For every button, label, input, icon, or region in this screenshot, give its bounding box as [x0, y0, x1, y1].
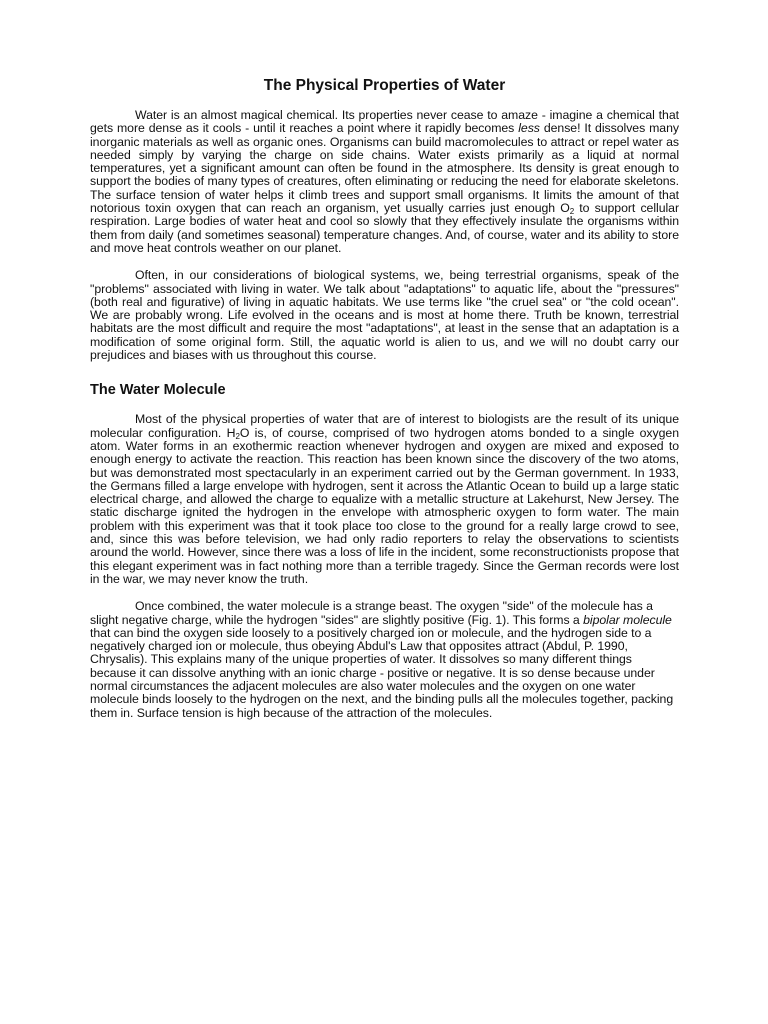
intro-p1-text-c: to support cellular respiration. Large bodies of water heat and cool so slowly that they effectively insulate the organisms within them from daily (and sometimes seasonal) temperature changes. And, of course, water and its ability to store and move heat controls weather on our planet.	[90, 201, 679, 255]
section-heading: The Water Molecule	[90, 382, 226, 399]
section-p1-text-a: Most of the physical properties of water that are of interest to biologists are the result of its unique molecular configuration. H	[90, 412, 679, 440]
intro-p1-text-a: Water is an almost magical chemical. Its properties never cease to amaze - imagine a chemical that gets more dense as it cools - until it reaches a point where it rapidly becomes	[90, 108, 679, 136]
section-p2-text-a: Once combined, the water molecule is a strange beast. The oxygen "side" of the molecule has a slight negative charge, while the hydrogen "sides" are slightly positive (Fig. 1). This forms a	[90, 599, 653, 627]
intro-paragraph-1	[90, 109, 679, 255]
section-paragraph-2	[90, 600, 679, 720]
intro-p1-emphasis: less	[518, 121, 540, 136]
section-p2-emphasis: bipolar molecule	[583, 612, 672, 627]
intro-p1-text-b: dense! It dissolves many inorganic materials as well as organic ones. Organisms can build macromolecules to attract or repel water as needed simply by varying the charge on side chains. Water exists primarily as a liquid at normal temperatures, yet a significant amount can often be found in the atmosphere. Its density is great enough to support the bodies of many types of creatures, often eliminating or reducing the need for elaborate skeletons. The surface tension of water helps it climb trees and support small organisms. It limits the amount of that notorious toxin oxygen that can reach an organism, yet usually carries just enough O	[90, 121, 679, 216]
section-p2-text-b: that can bind the oxygen side loosely to a positively charged ion or molecule, and the hydrogen side to a negatively charged ion or molecule, thus obeying Abdul's Law that opposites attract (Abdul, P. 1990, Chrysalis). This explains many of the unique properties of water. It dissolves so many different things because it can dissolve anything with an ionic charge - positive or negative. It is so dense because under normal circumstances the adjacent molecules are also water molecules and the oxygen on one water molecule binds loosely to the hydrogen on the next, and the binding pulls all the molecules together, packing them in. Surface tension is high because of the attraction of the molecules.	[90, 625, 674, 720]
section-paragraph-1	[90, 413, 679, 586]
intro-paragraph-2: Often, in our considerations of biological systems, we, being terrestrial organisms, speak of the "problems" associated with living in water. We talk about "adaptations" to aquatic life, about the "pressures" (both real and figurative) of living in aquatic habitats. We use terms like "the cruel sea" or "the cold ocean". We are probably wrong. Life evolved in the oceans and is most at home there. Truth be known, terrestrial habitats are the most difficult and require the most "adaptations", at least in the sense that an adaptation is a modification of some original form. Still, the aquatic world is alien to us, and we will no doubt carry our prejudices and biases with us throughout this course.	[90, 268, 679, 363]
document-title: The Physical Properties of Water	[263, 77, 506, 94]
section-p1-subscript: 2	[235, 431, 240, 441]
section-p1-text-b: O is, of course, comprised of two hydrogen atoms bonded to a single oxygen atom. Water forms in an exothermic reaction whenever hydrogen and oxygen are mixed and exposed to enough energy to activate the reaction. This reaction has been known since the discovery of the two atoms, but was demonstrated most spectacularly in an experiment carried out by the German government. In 1933, the Germans filled a large envelope with hydrogen, sent it across the Atlantic Ocean to build up a large static electrical charge, and allowed the charge to equalize with a metallic structure at Lakehurst, New Jersey. The static discharge ignited the hydrogen in the envelope with atmospheric oxygen to form water. The main problem with this experiment was that it took place too close to the ground for a really large crowd to see, and, since this was before television, we had only radio reporters to relay the observations to scientists around the world. However, since there was a loss of life in the incident, some reconstructionists propose that this elegant experiment was in fact nothing more than a terrible tragedy. Since the German records were lost in the war, we may never know the truth.	[90, 425, 679, 586]
document-page	[90, 76, 679, 734]
intro-p1-subscript: 2	[569, 207, 575, 217]
